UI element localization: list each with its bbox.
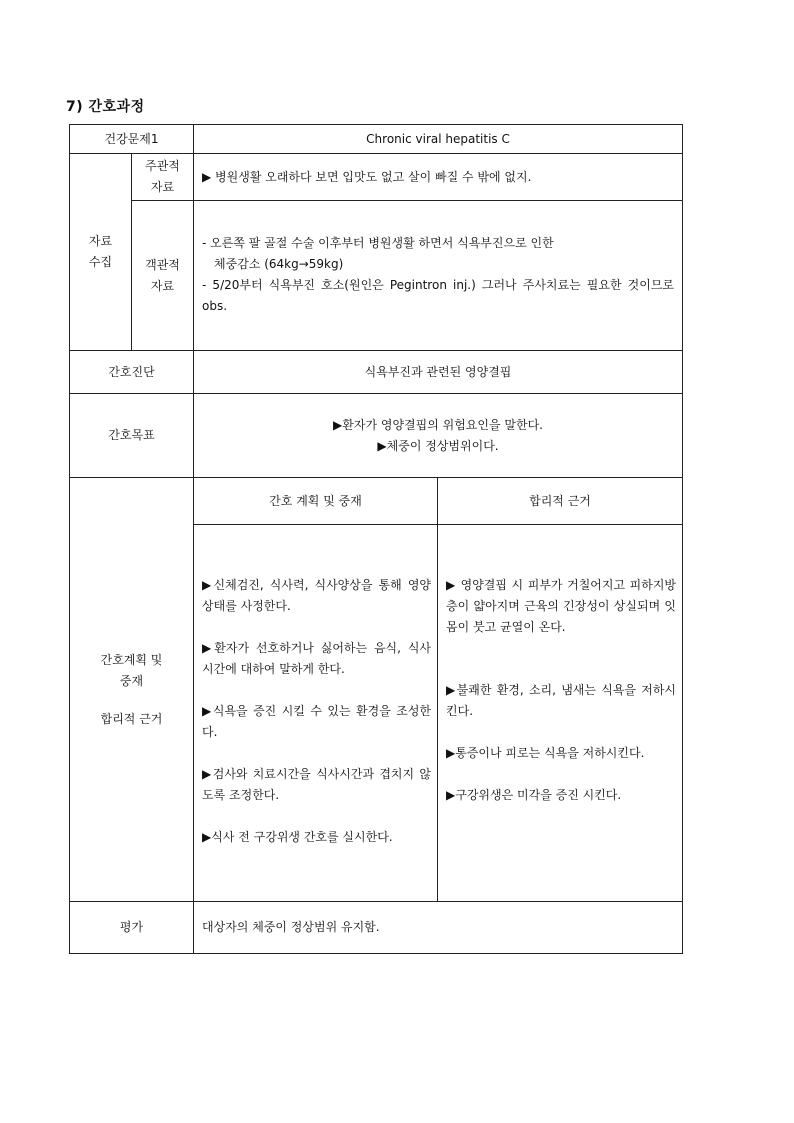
objective-text — [194, 201, 683, 351]
objective-row — [70, 201, 683, 351]
evaluation-row — [70, 902, 683, 954]
section-title: 7) 간호과정 — [66, 99, 145, 115]
evaluation-label: 평가 — [70, 902, 194, 954]
rationale-item-2: ▶불쾌한 환경, 소리, 냄새는 식욕을 저하시킨다. — [446, 683, 677, 718]
nursing-process-table — [69, 124, 683, 954]
intervention-header: 간호 계획 및 중재 — [194, 478, 438, 525]
rationale-item-3: ▶통증이나 피로는 식욕을 저하시킨다. — [446, 746, 645, 760]
objective-line2: 체중감소 (64kg→59kg) — [214, 257, 344, 271]
subjective-row — [70, 154, 683, 201]
plan-header-row — [70, 478, 683, 525]
diagnosis-value: 식욕부진과 관련된 영양결핍 — [194, 351, 683, 394]
problem-label: 건강문제1 — [70, 125, 194, 154]
objective-label-line2: 자료 — [150, 278, 175, 293]
rationale-cell — [438, 525, 683, 902]
plan-label-line1: 간호계획 및 — [100, 652, 163, 667]
evaluation-value: 대상자의 체중이 정상범위 유지함. — [194, 902, 683, 954]
intervention-cell — [194, 525, 438, 902]
intervention-item-3: ▶식욕을 증진 시킬 수 있는 환경을 조성한다. — [202, 704, 432, 739]
goal-value — [194, 394, 683, 478]
data-collection-label — [70, 154, 132, 351]
subjective-label-line1: 주관적 — [145, 159, 180, 173]
subjective-text: ▶ 병원생활 오래하다 보면 입맛도 없고 살이 빠질 수 밖에 없지. — [194, 154, 683, 201]
rationale-item-4: ▶구강위생은 미각을 증진 시킨다. — [446, 788, 622, 802]
rationale-item-1: ▶ 영양결핍 시 피부가 거칠어지고 피하지방층이 얇아지며 근육의 긴장성이 상실되며 잇몸이 붓고 균열이 온다. — [446, 578, 677, 634]
data-collection-label-line1: 자료 — [88, 234, 113, 248]
goal-line1: ▶환자가 영양결핍의 위험요인을 말한다. — [333, 417, 543, 432]
subjective-label-line2: 자료 — [150, 180, 175, 194]
goal-line2: ▶체중이 정상범위이다. — [377, 438, 499, 453]
objective-line3: - 5/20부터 식욕부진 호소(원인은 Pegintron inj.) 그러나 주사치료는 필요한 것이므로 obs. — [202, 278, 675, 313]
plan-label — [70, 478, 194, 902]
objective-label — [132, 201, 194, 351]
diagnosis-label: 간호진단 — [70, 351, 194, 394]
plan-label-line3: 합리적 근거 — [100, 711, 163, 726]
data-collection-label-line2: 수집 — [88, 255, 113, 269]
problem-row — [70, 125, 683, 154]
goal-row — [70, 394, 683, 478]
diagnosis-row — [70, 351, 683, 394]
objective-label-line1: 객관적 — [145, 257, 180, 272]
rationale-header: 합리적 근거 — [438, 478, 683, 525]
intervention-item-1: ▶신체검진, 식사력, 식사양상을 통해 영양 상태를 사정한다. — [202, 578, 432, 613]
objective-line1: - 오른쪽 팔 골절 수술 이후부터 병원생활 하면서 식욕부진으로 인한 — [202, 236, 554, 250]
plan-label-line2: 중재 — [119, 673, 144, 688]
problem-value: Chronic viral hepatitis C — [194, 125, 683, 154]
intervention-item-4: ▶검사와 치료시간을 식사시간과 겹치지 않도록 조정한다. — [202, 767, 432, 802]
intervention-item-2: ▶환자가 선호하거나 싫어하는 음식, 식사 시간에 대하여 말하게 한다. — [202, 641, 432, 676]
goal-label: 간호목표 — [70, 394, 194, 478]
subjective-label — [132, 154, 194, 201]
intervention-item-5: ▶식사 전 구강위생 간호를 실시한다. — [202, 830, 393, 844]
